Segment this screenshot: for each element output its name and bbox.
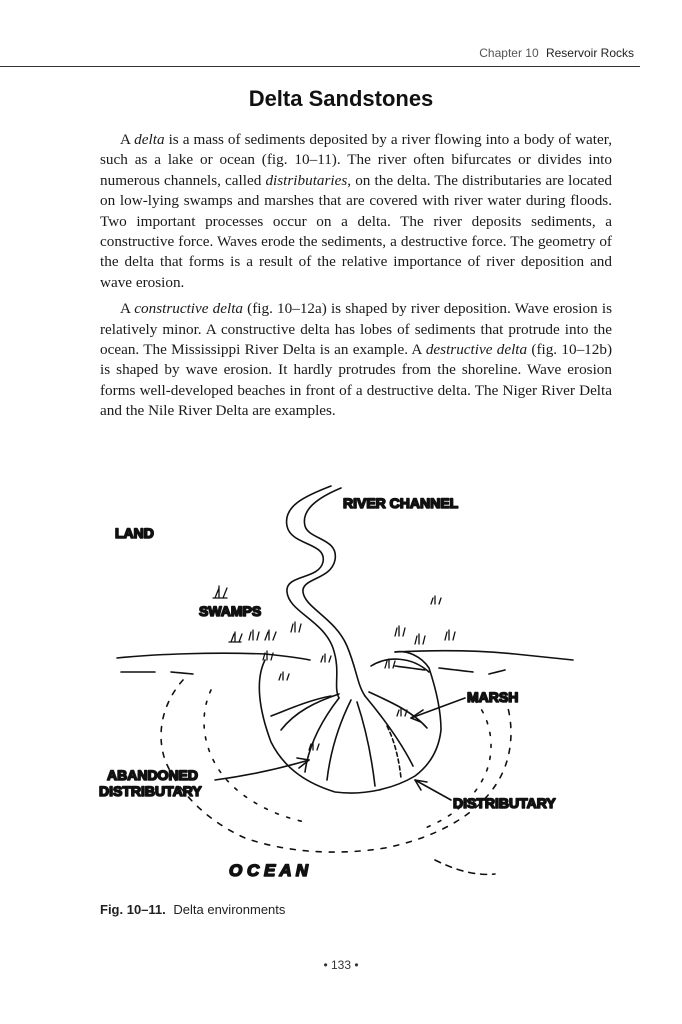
submarine-slope (161, 680, 511, 852)
text-run: A (120, 131, 135, 148)
figure-caption-text: Delta environments (173, 902, 286, 917)
italic-term: delta (134, 131, 165, 148)
label-land: LAND (115, 525, 154, 541)
text-run: is a mass of sediments deposited by a river flowing into a body of water, such as a lake or ocean (fig. 10–11). The river often bifurcates or divides into numerous channels, called (100, 131, 612, 189)
label-distributary: DISTRIBUTARY (453, 795, 556, 811)
label-abandoned-distributary: DISTRIBUTARY (99, 783, 202, 799)
delta-figure (95, 480, 585, 900)
figure-caption (100, 902, 285, 917)
paragraph (100, 130, 612, 293)
text-run: , on the delta. The distributaries are located on low-lying swamps and marshes that are covered with river water during floods. Two important processes occur on a delta. The river deposits sediments, a constructive force. Waves erode the sediments, a destructive force. The geometry of the delta that forms is a result of the relative importance of river deposition and wave erosion. (100, 171, 612, 291)
paragraph (100, 299, 612, 421)
distributary-channel (305, 698, 339, 772)
delta-front (259, 652, 441, 793)
label-ocean: O C E A N (229, 861, 309, 880)
distributary-channel (271, 696, 331, 716)
distributary-channel (365, 696, 413, 766)
italic-term: constructive delta (134, 300, 244, 318)
italic-term: destructive delta (425, 341, 528, 359)
body-text (100, 130, 612, 428)
header-section: Reservoir Rocks (545, 46, 634, 60)
shoreline (117, 653, 310, 660)
river-channel-bank-left (287, 486, 339, 698)
distributary-channel (281, 694, 339, 730)
submarine-slope (435, 860, 495, 874)
shoreline-dash (121, 666, 505, 674)
text-run: (fig. 10–12a) is shaped by river deposition. Wave erosion is relatively minor. A constructive delta has lobes of sediments that protrude into the ocean. The Mississippi River Delta is an example. A (100, 300, 612, 359)
distributary-channel (357, 702, 375, 786)
distributary-channel (327, 700, 351, 780)
river-channel-bank-right (303, 488, 365, 696)
label-abandoned: ABANDONED (107, 767, 198, 783)
page-number: • 133 • (323, 958, 359, 972)
text-run: A (120, 300, 135, 318)
text-run: (fig. 10–12b) is shaped by wave erosion. It hardly protrudes from the shoreline. Wave erosion forms well-developed beaches in front of a destructive delta. The Niger River Delta and the Nile River Delta are examples. (100, 341, 612, 420)
label-swamps: SWAMPS (199, 603, 262, 619)
figure-caption-label: Fig. 10–11. (100, 902, 166, 917)
shoreline-right (395, 651, 573, 660)
submarine-slope (204, 690, 305, 822)
abandoned-arrow (215, 760, 309, 780)
label-river-channel: RIVER CHANNEL (343, 495, 459, 511)
label-marsh: MARSH (467, 689, 519, 705)
distributary-channel (369, 692, 427, 728)
delta-diagram (95, 480, 585, 900)
running-header (479, 46, 634, 60)
italic-term: distributaries (265, 171, 348, 189)
header-rule (0, 66, 640, 67)
header-chapter: Chapter 10 (479, 46, 539, 60)
section-title: Delta Sandstones (248, 86, 434, 111)
